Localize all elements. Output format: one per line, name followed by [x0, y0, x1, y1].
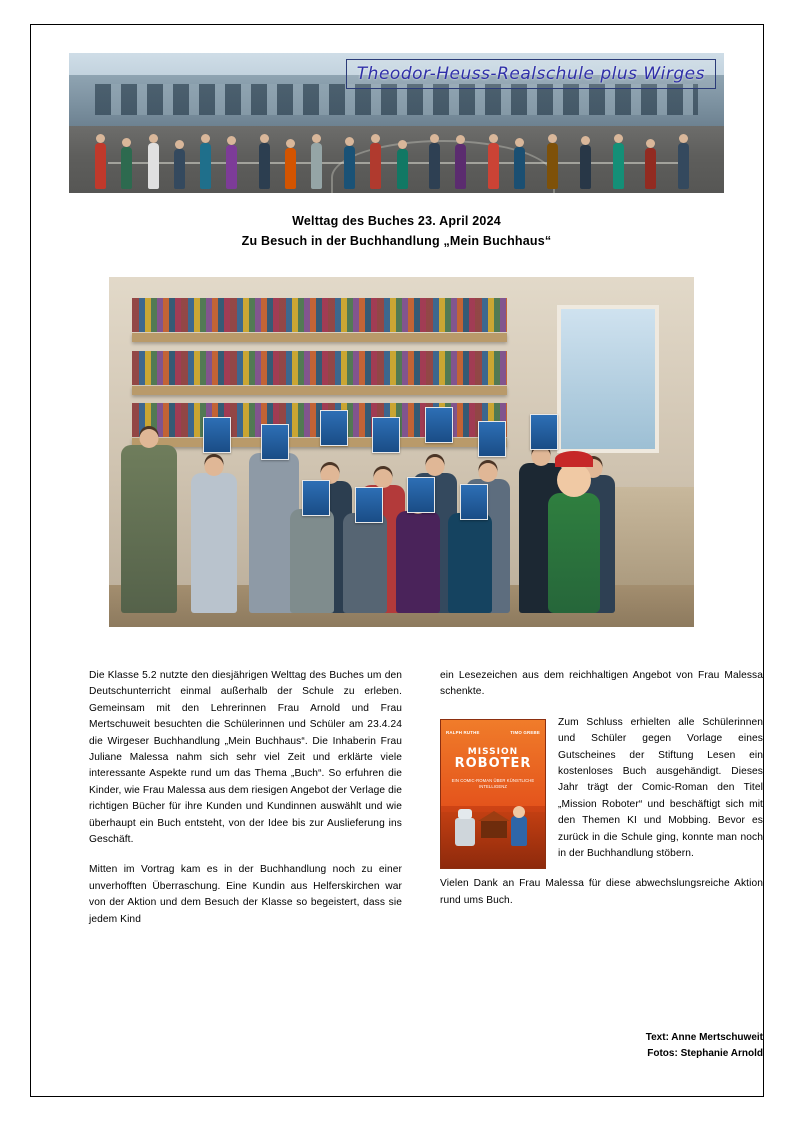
book-cover-robot: [455, 818, 475, 846]
book-cover-house: [481, 820, 507, 838]
held-book: [355, 487, 383, 523]
right-paragraph-1: ein Lesezeichen aus dem reichhaltigen Angebot von Frau Malessa schenkte.: [440, 670, 763, 698]
photo-credit: Fotos: Stephanie Arnold: [647, 1048, 763, 1059]
teacher-left: [121, 445, 177, 613]
banner-title-box: [346, 59, 716, 89]
pupil-front: [448, 513, 492, 613]
book-author-right: TIMO GREBE: [510, 729, 540, 735]
held-book: [407, 477, 435, 513]
right-paragraph-2: Zum Schluss erhielten alle Schülerinnen und Schüler gegen Vorlage eines Gutscheines der Stiftung Lesen ein kostenloses Buch ausgehändigt. Dieses Jahr trägt der Comic-Roman den Titel „Mission Roboter“ und beschäftigt sich mit den Themen KI und Mobbing. Bevor es zurück in die Schule ging, konnte man noch in der Buchhandlung stöbern.: [558, 716, 763, 860]
credits-block: [440, 1030, 763, 1062]
banner-pupils-group: [69, 120, 724, 193]
books-row-1: [132, 298, 506, 332]
headline-line-1: Welttag des Buches 23. April 2024: [292, 214, 501, 228]
held-book: [478, 421, 506, 457]
pupil-front: [290, 509, 334, 613]
school-name-title: Theodor-Heuss-Realschule plus Wirges: [356, 64, 705, 84]
headline-line-2: Zu Besuch in der Buchhandlung „Mein Buchhaus“: [241, 234, 552, 248]
held-book: [261, 424, 289, 460]
bookshelf-row-1: [132, 333, 506, 342]
page-border: [30, 24, 764, 1097]
book-cover-mission-roboter: [440, 719, 546, 869]
article-left-column: [89, 668, 402, 928]
held-book: [302, 480, 330, 516]
pupil-front: [343, 513, 387, 613]
right-paragraph-3: Vielen Dank an Frau Malessa für diese abwechslungsreiche Aktion rund ums Buch.: [440, 878, 763, 906]
book-title-line-1: MISSION: [467, 746, 519, 757]
book-cover-subtitle: EIN COMIC-ROMAN ÜBER KÜNSTLICHE INTELLIGENZ: [451, 777, 535, 789]
bookshelf-row-2: [132, 386, 506, 395]
text-credit: Text: Anne Mertschuweit: [645, 1032, 763, 1043]
book-cover-child: [511, 816, 527, 846]
held-book: [460, 484, 488, 520]
article-right-column: [440, 668, 763, 909]
book-title-line-2: ROBOTER: [454, 755, 532, 771]
pupil: [191, 473, 237, 613]
pupil-front: [396, 511, 440, 613]
page-content: [31, 25, 765, 1098]
book-author-left: RALPH RUTHE: [446, 729, 480, 735]
book-cover-authors: [446, 725, 540, 741]
held-book: [203, 417, 231, 453]
class-group-photo: [109, 277, 694, 627]
left-paragraph-2: Mitten im Vortrag kam es in der Buchhandlung noch zu einer unverhofften Überraschung. Eine Kundin aus Helferskirchen war von der Aktion und dem Besuch der Klasse so begeistert, dass sie jedem Kind: [89, 864, 402, 925]
held-book: [320, 410, 348, 446]
held-book: [425, 407, 453, 443]
held-book: [372, 417, 400, 453]
bookstore-window: [557, 305, 659, 453]
books-row-2: [132, 351, 506, 385]
left-paragraph-1: Die Klasse 5.2 nutzte den diesjährigen Welttag des Buches um den Deutschunterricht einmal außerhalb der Schule zu erleben. Gemeinsam mit den Lehrerinnen Frau Arnold und Frau Mertschuweit besuchten die Schülerinnen und Schüler am 23.4.24 die Wirgeser Buchhandlung „Mein Buchhaus“. Die Inhaberin Frau Juliane Malessa nahm sich sehr viel Zeit und erklärte viele interessante Aspekte rund um das Thema „Buch“. So erfuhren die Kinder, wie Frau Malessa aus dem riesigen Angebot der Verlage die richtigen Bücher für ihre Kunden und Kundinnen auswählt und wie überhaupt ein Buch entsteht, von der Idee bis zur Auslieferung ins Geschäft.: [89, 670, 402, 846]
mascot-figure: [548, 493, 600, 613]
school-banner-photo: [69, 53, 724, 193]
page-title: [69, 211, 724, 251]
held-book: [530, 414, 558, 450]
book-cover-title: [441, 746, 545, 770]
